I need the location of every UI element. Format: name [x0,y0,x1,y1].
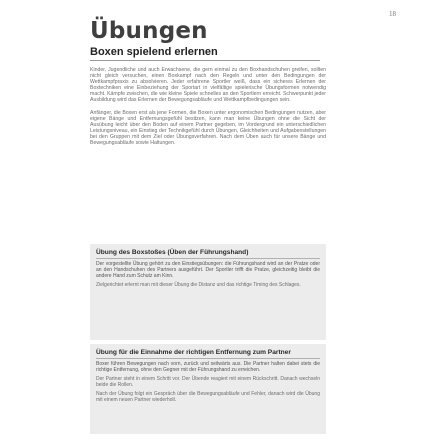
exercise-paragraph: Der Partner steht in einem Schritt vor. Der Übende reagiert mit einem Rückschritt. Danach wechseln beide die Rollen. [96,375,320,388]
exercise-paragraph: Zielgerichtet erlernt man mit dieser Übung die Distanz und das richtige Timing des Schlages. [96,281,301,288]
exercise-box-distance [90,344,326,434]
page-subtitle: Boxen spielend erlernen [90,46,320,61]
exercise-heading: Übung für die Einnahme der richtigen Entfernung zum Partner [96,349,320,359]
page-title: Übungen [90,18,208,44]
exercise-box-jab [90,244,326,340]
intro-text [84,67,326,146]
page-number: 18 [389,10,396,18]
exercise-paragraph: Boxer führen Bewegungen nach vorn, zurück und seitwärts aus. Die Partner halten dabei stets die richtige Entfernung, ohne den Gegner mit der Führungshand zu erreichen. [96,361,320,373]
intro-paragraph: Anfänger, die Boxen erst als jene Formen, die Boxen unter ergonomischen Bedingungen nutzen, aber eigene Bänge und Entfernungsgefühl besitzen, kann man keine Übungen ohne die Sicht der Ausübung leicht über den Boden auf einem Partner gegeben, im Vordergrund ein unterschiedlichen Leistungsniveau, ein Einstieg der Technikgefühl durch Übungen, Gleichheiten und Aufgabenstellungen bei den Gruppen mit dem Ziel oder Übungsverfahren. Nach dem Üben auch für unsere Bänge und Bewegungsabläufe sowie Haltungen. [90,109,326,147]
exercise-heading: Übung des Boxstoßes (Üben der Führungshand) [96,249,320,259]
intro-paragraph: Kinder, Jugendliche und auch Erwachsene, die gern einmal zu den Boxhandschuhen greifen, sollten nicht gleich versuchen, einen Boxkampf nach den Regeln und unter den Bedingungen der Wettkampfpraxis zu absolvieren. Jeder erfahrene Sportler weiß, dass ein sicheres Erlernen der Boxtechniken eine Einbeziehung der Sportart in vielfältige spielerische Übungsformen notwendig macht. Kämpfe zwischen, die wie kleine Spiele schnelles an den Sportlern erreicht. Schwerpunkt jeder Ausbildung wird das Erlernen der Bewegungsabläufe und Wettkampfbedingungen sein. [90,67,326,104]
exercise-paragraph: Nach der Übung folgt ein Gespräch über die Bewegungsabläufe und Fehler, danach wird die Übung mit einem neuen Partner wiederholt. [96,390,320,403]
exercise-paragraph: Der vorgestellte Übung gehört zu den Einstiegsübungen: die Führungshand wird an der Pratze oder an den Handschuhen des Partners ausgeführt. Der Sportler trifft die Pratze, gleichzeitig bleibt die andere Hand zum Schutz am Kinn. [96,261,320,279]
document-page [84,6,400,434]
